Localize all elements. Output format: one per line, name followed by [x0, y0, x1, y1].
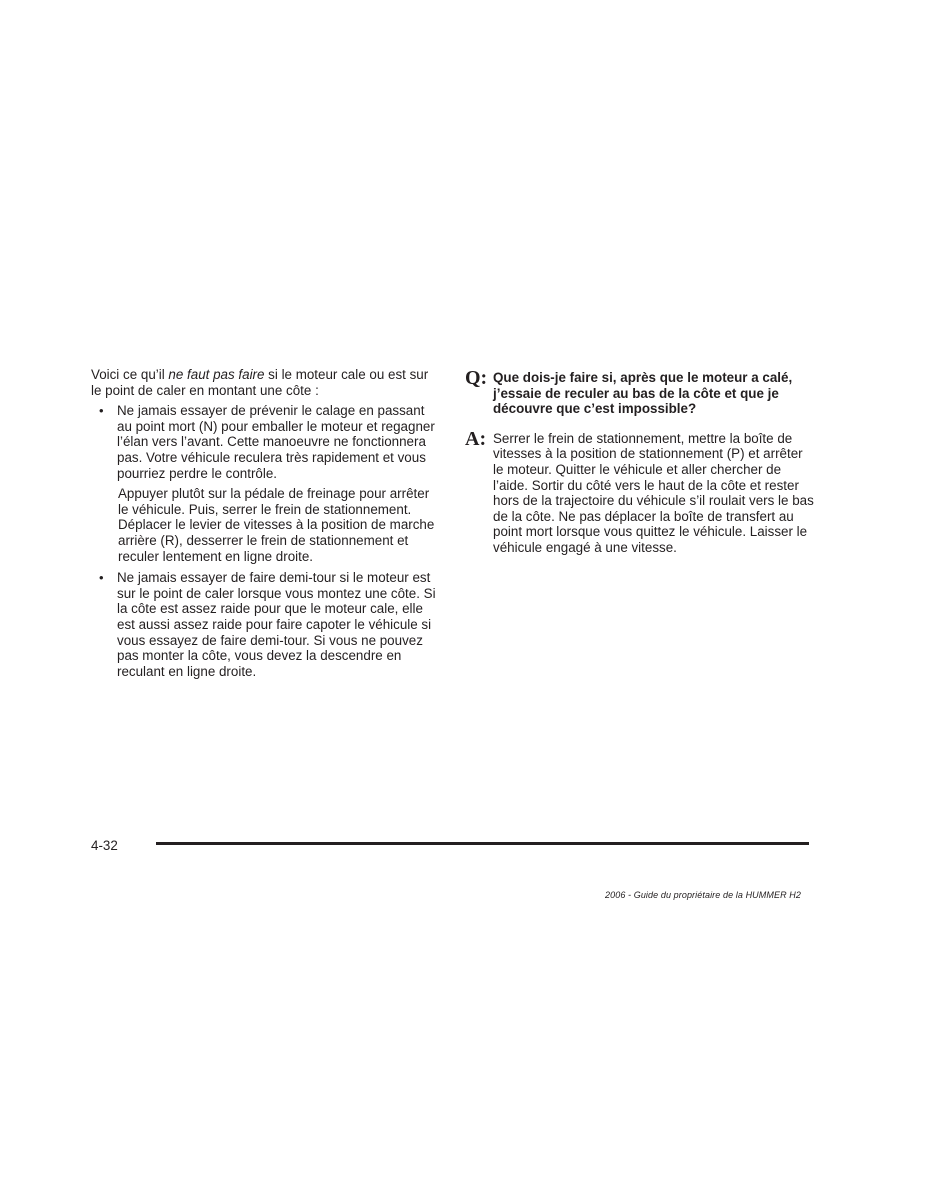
intro-emphasis: ne faut pas faire [168, 367, 265, 382]
answer-text: Serrer le frein de stationnement, mettre la boîte de vitesses à la position de stationnement (P) et arrêter le moteur. Quitter le véhicule et aller chercher de l’aide. Sortir du côté vers le haut de la côte et rester hors de la trajectoire du véhicule s’il roulait vers le bas de la côte. Ne pas déplacer la boîte de transfert au point mort lorsque vous quittez le véhicule. Laisser le véhicule engagé à une vitesse. [493, 430, 814, 555]
left-column [91, 367, 441, 679]
bullet-text: Ne jamais essayer de prévenir le calage en passant au point mort (N) pour emballer le moteur et regagner l’élan vers l’avant. Cette manoeuvre ne fonctionnera pas. Votre véhicule reculera très rapidement et vous pourriez perdre le contrôle. [117, 403, 435, 481]
list-item [91, 403, 441, 564]
question-block [465, 367, 815, 417]
answer-block [465, 427, 815, 556]
footer-divider [156, 842, 809, 845]
bullet-icon: • [99, 570, 104, 586]
page-number: 4-32 [91, 838, 118, 853]
question-label: Q: [465, 367, 488, 389]
intro-text-start: Voici ce qu’il [91, 367, 169, 382]
answer-label: A: [465, 427, 487, 450]
right-column [465, 367, 815, 556]
footer-caption: 2006 - Guide du propriétaire de la HUMMER H2 [605, 890, 801, 900]
bullet-subparagraph: Appuyer plutôt sur la pédale de freinage pour arrêter le véhicule. Puis, serrer le frein de stationnement. Déplacer le levier de vitesses à la position de marche arrière (R), desserrer le frein de stationnement et reculer lentement en ligne droite. [118, 486, 435, 564]
question-text: Que dois-je faire si, après que le moteur a calé, j’essaie de reculer au bas de la côte et que je découvre que c’est impossible? [493, 370, 793, 417]
bullet-icon: • [99, 403, 104, 419]
intro-text-end: si le moteur cale ou est sur le point de caler en montant une côte : [91, 367, 429, 398]
intro-paragraph [91, 367, 441, 398]
bullet-text: Ne jamais essayer de faire demi-tour si le moteur est sur le point de caler lorsque vous montez une côte. Si la côte est assez raide pour que le moteur cale, elle est aussi assez raide pour faire capoter le véhicule si vous essayez de faire demi-tour. Si vous ne pouvez pas monter la côte, vous devez la descendre en reculant en ligne droite. [117, 570, 436, 679]
list-item [91, 570, 441, 679]
